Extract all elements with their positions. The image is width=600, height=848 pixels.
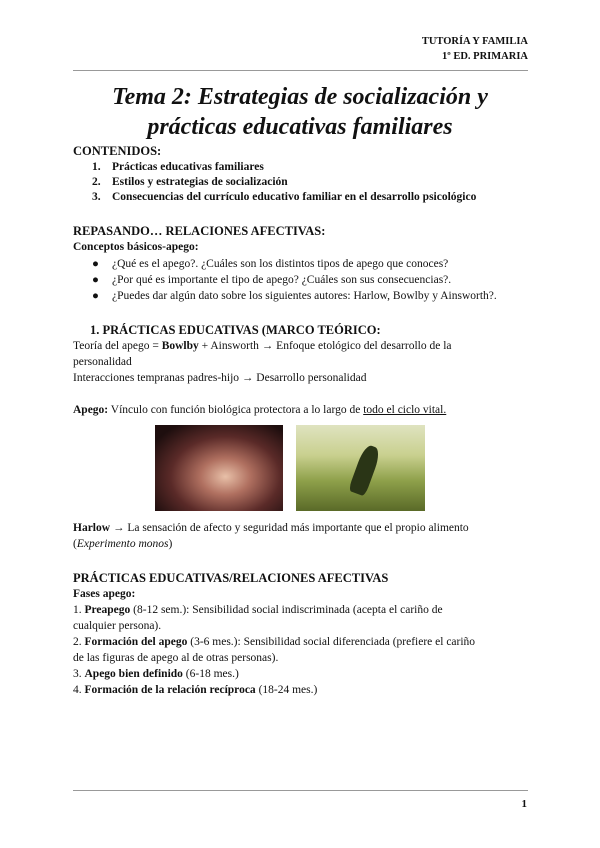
item-text: ¿Por qué es importante el tipo de apego? ¿Cuáles son sus consecuencias?. bbox=[112, 274, 452, 286]
text: → La sensación de afecto y seguridad más importante que el propio alimento bbox=[110, 522, 469, 534]
item-text: ¿Qué es el apego?. ¿Cuáles son los distintos tipos de apego que conoces? bbox=[112, 258, 449, 270]
item-text: Estilos y estrategias de socialización bbox=[112, 176, 288, 188]
header-grade: 1º ED. PRIMARIA bbox=[441, 51, 528, 62]
paren: ( bbox=[73, 538, 77, 550]
contenidos-heading: CONTENIDOS: bbox=[73, 144, 162, 158]
header-course: TUTORÍA Y FAMILIA bbox=[421, 36, 528, 47]
item-number: 1. bbox=[92, 161, 101, 173]
item-number: 3. bbox=[92, 191, 101, 203]
title-line-2: prácticas educativas familiares bbox=[147, 114, 453, 140]
phase-2-cont: de las figuras de apego al de otras personas). bbox=[73, 652, 279, 664]
harlow-line bbox=[73, 520, 469, 536]
mother-baby-photo bbox=[155, 425, 283, 511]
list-item bbox=[92, 256, 497, 272]
phase-4 bbox=[73, 682, 317, 698]
item-text: ¿Puedes dar algún dato sobre los siguientes autores: Harlow, Bowlby y Ainsworth?. bbox=[112, 290, 497, 302]
phase-number: 2. bbox=[73, 636, 85, 648]
repasando-heading: REPASANDO… RELACIONES AFECTIVAS: bbox=[73, 224, 326, 238]
underlined-text: todo el ciclo vital. bbox=[363, 404, 447, 416]
item-text: Consecuencias del currículo educativo familiar en el desarrollo psicológico bbox=[112, 191, 477, 203]
phase-2 bbox=[73, 634, 475, 650]
experiment-italic: Experimento monos bbox=[76, 538, 169, 550]
bullet-icon: ● bbox=[92, 290, 99, 302]
footer-divider bbox=[73, 790, 528, 791]
phase-name: Formación de la relación recíproca bbox=[84, 684, 256, 696]
item-text: Prácticas educativas familiares bbox=[112, 161, 264, 173]
woman-nature-photo bbox=[296, 425, 425, 511]
experiment-line bbox=[73, 536, 172, 552]
page-number: 1 bbox=[521, 798, 527, 810]
phase-name: Formación del apego bbox=[84, 636, 188, 648]
header-divider bbox=[73, 70, 528, 71]
list-item bbox=[92, 160, 476, 175]
list-item bbox=[92, 175, 476, 190]
page-header bbox=[422, 34, 528, 64]
repasando-subheading: Conceptos básicos-apego: bbox=[73, 241, 199, 253]
fases-subheading: Fases apego: bbox=[73, 588, 136, 600]
phase-number: 1. bbox=[73, 604, 85, 616]
phase-desc: (3-6 mes.): Sensibilidad social diferenciada (prefiere el cariño bbox=[187, 636, 476, 648]
phase-name: Apego bien definido bbox=[84, 668, 183, 680]
harlow-label: Harlow bbox=[73, 522, 111, 534]
text: Vínculo con función biológica protectora a lo largo de bbox=[108, 404, 364, 416]
question-list bbox=[92, 256, 497, 304]
section2-heading: PRÁCTICAS EDUCATIVAS/RELACIONES AFECTIVAS bbox=[73, 571, 389, 585]
interacciones-line: Interacciones tempranas padres-hijo → Desarrollo personalidad bbox=[73, 372, 367, 384]
paren: ) bbox=[168, 538, 173, 550]
phase-desc: (18-24 mes.) bbox=[255, 684, 318, 696]
phase-name: Preapego bbox=[84, 604, 131, 616]
bullet-icon: ● bbox=[92, 274, 99, 286]
title-line-1: Tema 2: Estrategias de socialización y bbox=[112, 84, 488, 110]
teoria-line bbox=[73, 338, 452, 354]
phase-number: 3. bbox=[73, 668, 85, 680]
phase-1-cont: cualquier persona). bbox=[73, 620, 162, 632]
text: Teoría del apego = bbox=[73, 340, 162, 352]
list-item bbox=[92, 272, 497, 288]
phase-3 bbox=[73, 666, 239, 682]
text: + Ainsworth → Enfoque etológico del desarrollo de la bbox=[198, 340, 452, 352]
item-number: 2. bbox=[92, 176, 101, 188]
bowlby-bold: Bowlby bbox=[161, 340, 199, 352]
page-title bbox=[0, 82, 600, 142]
bullet-icon: ● bbox=[92, 258, 99, 270]
phase-number: 4. bbox=[73, 684, 85, 696]
contenidos-list bbox=[92, 160, 476, 205]
phase-1 bbox=[73, 602, 443, 618]
section1-heading: 1. PRÁCTICAS EDUCATIVAS (MARCO TEÓRICO: bbox=[90, 323, 381, 337]
list-item bbox=[92, 288, 497, 304]
list-item bbox=[92, 190, 476, 205]
figure-silhouette bbox=[348, 443, 382, 496]
phase-desc: (6-18 mes.) bbox=[182, 668, 239, 680]
phase-desc: (8-12 sem.): Sensibilidad social indiscriminada (acepta el cariño de bbox=[130, 604, 443, 616]
teoria-line-2: personalidad bbox=[73, 356, 132, 368]
apego-label: Apego: bbox=[73, 404, 109, 416]
apego-line bbox=[73, 402, 446, 418]
